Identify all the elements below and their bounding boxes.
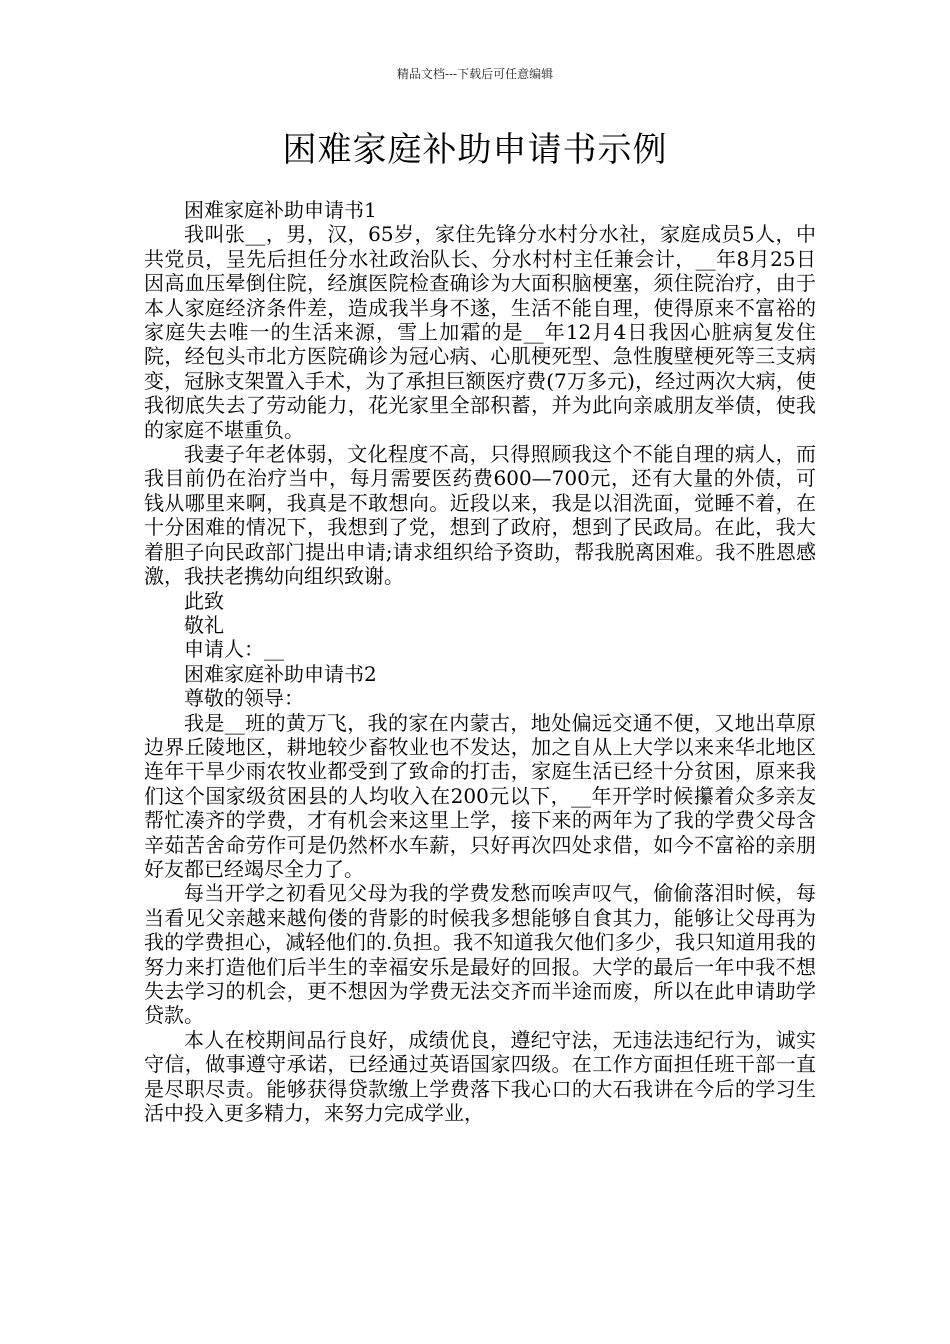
paragraph: 我妻子年老体弱，文化程度不高，只得照顾我这个不能自理的病人，而我目前仍在治疗当中，每月需要医药费600—700元，还有大量的外债，可钱从哪里来啊，我真是不敢想向。近段以来，我是以泪洗面，觉睡不着，在十分困难的情况下，我想到了党，想到了政府，想到了民政局。在此，我大着胆子向民政部门提出申请;请求组织给予资助，帮我脱离困难。我不胜恩感激，我扶老携幼向组织致谢。 [144,442,816,589]
paragraph: 每当开学之初看见父母为我的学费发愁而唉声叹气，偷偷落泪时候，每当看见父亲越来越佝偻的背影的时候我多想能够自食其力，能够让父母再为我的学费担心，减轻他们的.负担。我不知道我欠他们多少，我只知道用我的努力来打造他们后半生的幸福安乐是最好的回报。大学的最后一年中我不想失去学习的机会，更不想因为学费无法交齐而半途而废，所以在此申请助学贷款。 [144,881,816,1028]
closing-salutation: 此致 [184,588,224,613]
section-heading-2: 困难家庭补助申请书2 [184,661,377,686]
closing-regards: 敬礼 [184,612,224,637]
paragraph: 我叫张__，男，汉，65岁，家住先锋分水村分水社，家庭成员5人，中共党员，呈先后担任分水社政治队长、分水村村主任兼会计，__年8月25日因高血压晕倒住院，经旗医院检查确诊为大面积脑梗塞，须住院治疗，由于本人家庭经济条件差，造成我半身不遂，生活不能自理，使得原来不富裕的家庭失去唯一的生活来源，雪上加霜的是__年12月4日我因心脏病复发住院，经包头市北方医院确诊为冠心病、心肌梗死型、急性腹壁梗死等三支病变，冠脉支架置入手术，为了承担巨额医疗费(7万多元)，经过两次大病，使我彻底失去了劳动能力，花光家里全部积蓄，并为此向亲戚朋友举债，使我的家庭不堪重负。 [144,222,816,442]
paragraph: 我是__班的黄万飞，我的家在内蒙古，地处偏远交通不便，又地出草原边界丘陵地区，耕地较少畜牧业也不发达，加之自从上大学以来来华北地区连年干旱少雨农牧业都受到了致命的打击，家庭生活已经十分贫困，原来我们这个国家级贫困县的人均收入在200元以下，__年开学时候攥着众多亲友帮忙凑齐的学费，才有机会来这里上学，接下来的两年为了我的学费父母含辛茹苦舍命劳作可是仍然杯水车薪，只好再次四处求借，如今不富裕的亲朋好友都已经竭尽全力了。 [144,710,816,881]
greeting: 尊敬的领导： [184,686,304,711]
paragraph: 本人在校期间品行良好，成绩优良，遵纪守法，无违法违纪行为，诚实守信，做事遵守承诺，已经通过英语国家四级。在工作方面担任班干部一直是尽职尽责。能够获得贷款缴上学费落下我心口的大石我讲在今后的学习生活中投入更多精力，来努力完成学业， [144,1027,816,1126]
document-body [144,198,816,1125]
header-note: 精品文档---下载后可任意编辑 [396,67,554,81]
document-title: 困难家庭补助申请书示例 [282,130,668,170]
applicant-signature: 申请人：__ [184,637,284,662]
section-heading-1: 困难家庭补助申请书1 [184,198,377,222]
